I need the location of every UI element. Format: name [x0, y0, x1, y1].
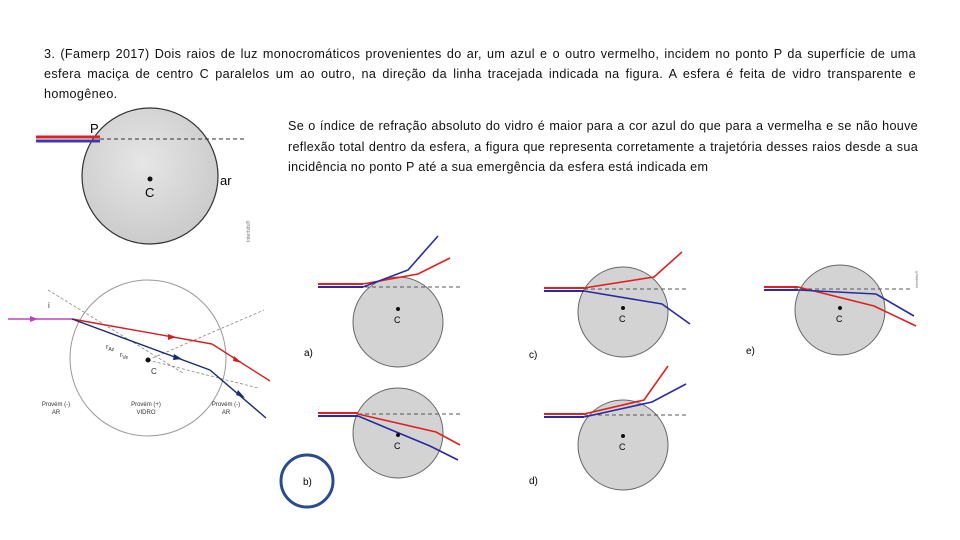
main-sphere-figure — [36, 108, 262, 248]
bottom-label-right — [212, 402, 240, 416]
blue-ray-inside — [72, 319, 210, 370]
option-center-label: C — [394, 315, 401, 325]
label-i: i — [48, 301, 50, 310]
normal-line-out-2 — [148, 360, 258, 388]
svg-text:VIDRO: VIDRO — [136, 410, 156, 416]
option-center-label: C — [619, 314, 626, 324]
question-paragraph-1: 3. (Famerp 2017) Dois raios de luz monocromáticos provenientes do ar, um azul e o outro vermelho, incidem no ponto P da superfície de uma esfera maciça de centro C paralelos um ao outro, na direção da linha tracejada indicada na figura. A esfera é feita de vidro transparente e homogêneo. — [44, 47, 916, 101]
option-sphere — [578, 267, 668, 357]
label-r-az: $r_{Az}$ — [106, 344, 115, 353]
option-center — [621, 434, 625, 438]
red-ray-inside — [72, 319, 212, 344]
option-d[interactable] — [529, 364, 694, 490]
option-e[interactable] — [746, 244, 924, 364]
option-letter: d) — [529, 476, 538, 487]
option-letter: a) — [304, 348, 313, 359]
option-center — [838, 306, 842, 310]
option-center-label: C — [394, 441, 401, 451]
glass-sphere — [82, 108, 218, 244]
label-c: C — [145, 185, 155, 200]
question-paragraph-2: Se o índice de refração absoluto do vidro é maior para a cor azul do que para a vermelha e se não houve reflexão total dentro da esfera, a figura que representa corretamente a trajetória desses raios desde a sua incidência no ponto P até a sua emergência da esfera está indicada em — [288, 119, 918, 174]
option-letter: e) — [746, 346, 755, 357]
option-center-label: C — [619, 442, 626, 452]
label-ar: ar — [220, 173, 232, 188]
option-letter: b) — [303, 477, 312, 488]
center-point — [148, 177, 153, 182]
option-b-marker[interactable] — [276, 452, 338, 510]
red-arrow-outside — [233, 356, 242, 363]
bottom-label-left — [42, 402, 70, 416]
option-center-label: C — [836, 314, 843, 324]
option-center — [621, 306, 625, 310]
svg-text:AR: AR — [221, 410, 231, 416]
option-letter: c) — [529, 350, 538, 361]
incident-arrow — [30, 316, 38, 322]
option-a[interactable] — [304, 232, 468, 362]
red-arrow-inside — [168, 334, 176, 340]
bottom-label-middle — [131, 402, 161, 416]
svg-text:AR: AR — [51, 410, 61, 416]
label-p: P — [90, 121, 99, 136]
label-r-ve: $r_{Ve}$ — [120, 352, 129, 361]
svg-text:Provém (+): Provém (+) — [131, 402, 161, 408]
refraction-diagram — [8, 278, 270, 426]
blue-arrow-inside — [173, 354, 182, 360]
diagram-center-point — [146, 358, 151, 363]
option-c[interactable] — [529, 244, 694, 364]
credit-text: Interbits® — [246, 220, 252, 242]
diagram-label-c: C — [151, 367, 157, 376]
normal-line-in — [48, 290, 183, 373]
svg-text:Provém (-): Provém (-) — [41, 402, 71, 408]
option-credit: Interbits® — [914, 270, 919, 288]
option-center — [396, 307, 400, 311]
svg-text:Provém (-): Provém (-) — [211, 402, 241, 408]
option-b[interactable] — [318, 360, 468, 470]
option-center — [396, 433, 400, 437]
